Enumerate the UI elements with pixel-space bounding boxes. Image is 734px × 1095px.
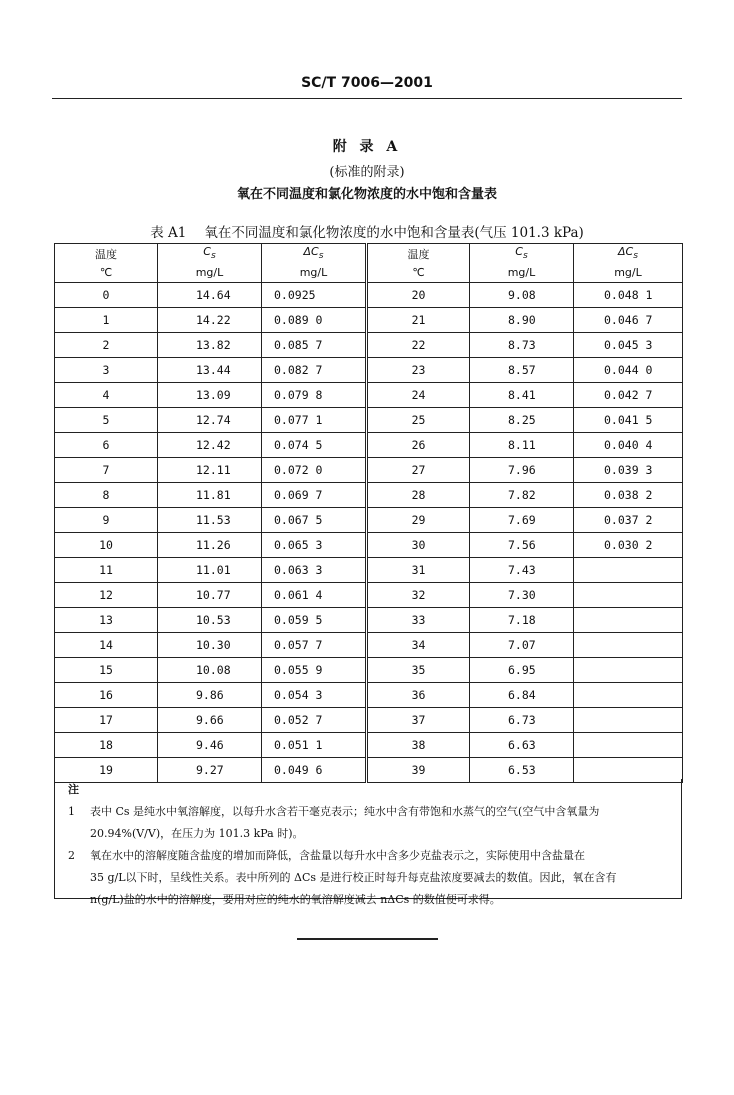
col-header-cs-symbol: C xyxy=(203,245,211,259)
table-cell: 0.044 0 xyxy=(574,358,683,383)
note-number: 1 xyxy=(68,805,75,818)
table-cell: 37 xyxy=(367,708,470,733)
table-row xyxy=(55,733,683,758)
table-cell: 0.059 5 xyxy=(262,608,367,633)
table-cell: 6.95 xyxy=(470,658,574,683)
table-cell: 33 xyxy=(367,608,470,633)
table-cell: 0.046 7 xyxy=(574,308,683,333)
oxygen-saturation-table xyxy=(54,243,683,783)
table-cell: 9.27 xyxy=(158,758,262,783)
notes-label: 注 xyxy=(68,783,79,796)
table-cell: 11 xyxy=(55,558,158,583)
table-cell: 29 xyxy=(367,508,470,533)
table-cell: 6.53 xyxy=(470,758,574,783)
table-cell: 7 xyxy=(55,458,158,483)
unit-temp-2: ℃ xyxy=(367,263,470,283)
table-cell: 8.90 xyxy=(470,308,574,333)
table-cell: 0.042 7 xyxy=(574,383,683,408)
table-row xyxy=(55,608,683,633)
table-row xyxy=(55,433,683,458)
table-notes xyxy=(54,779,682,906)
table-row xyxy=(55,283,683,308)
col-header-temp: 温度 xyxy=(55,244,158,264)
table-row xyxy=(55,658,683,683)
col-header-cs-subscript: s xyxy=(210,250,216,262)
table-cell xyxy=(574,633,683,658)
table-cell: 14.22 xyxy=(158,308,262,333)
table-row xyxy=(55,458,683,483)
table-cell: 10.08 xyxy=(158,658,262,683)
table-cell: 0.061 4 xyxy=(262,583,367,608)
table-unit-row xyxy=(55,263,683,283)
table-caption-number: 表 A1 xyxy=(150,225,187,241)
table-row xyxy=(55,358,683,383)
table-cell: 22 xyxy=(367,333,470,358)
table-cell: 11.81 xyxy=(158,483,262,508)
note-line: n(g/L)盐的水中的溶解度，要用对应的纯水的氧溶解度减去 nΔCs 的数值便可求得。 xyxy=(90,893,501,906)
table-cell: 0.069 7 xyxy=(262,483,367,508)
table-cell: 10.53 xyxy=(158,608,262,633)
col-header-temp-2: 温度 xyxy=(367,244,470,264)
table-cell: 13 xyxy=(55,608,158,633)
unit-cs-2: mg/L xyxy=(470,263,574,283)
table-cell: 0.045 3 xyxy=(574,333,683,358)
table-cell: 0.054 3 xyxy=(262,683,367,708)
table-cell: 6.63 xyxy=(470,733,574,758)
table-cell: 0.079 8 xyxy=(262,383,367,408)
col-header-cs xyxy=(158,244,262,264)
table-cell: 0.063 3 xyxy=(262,558,367,583)
note-text xyxy=(90,845,673,911)
table-cell: 0.037 2 xyxy=(574,508,683,533)
table-caption xyxy=(0,221,734,241)
table-cell: 17 xyxy=(55,708,158,733)
table-cell: 12 xyxy=(55,583,158,608)
unit-temp: ℃ xyxy=(55,263,158,283)
table-cell: 7.30 xyxy=(470,583,574,608)
table-cell: 13.44 xyxy=(158,358,262,383)
table-cell: 11.26 xyxy=(158,533,262,558)
table-cell: 28 xyxy=(367,483,470,508)
table-row xyxy=(55,708,683,733)
table-cell: 9 xyxy=(55,508,158,533)
table-cell: 7.56 xyxy=(470,533,574,558)
table-cell: 0.089 0 xyxy=(262,308,367,333)
table-cell: 14.64 xyxy=(158,283,262,308)
table-cell: 19 xyxy=(55,758,158,783)
appendix-heading: 氧在不同温度和氯化物浓度的水中饱和含量表 xyxy=(236,187,497,202)
table-cell: 4 xyxy=(55,383,158,408)
table-cell: 7.82 xyxy=(470,483,574,508)
table-caption-text: 氧在不同温度和氯化物浓度的水中饱和含量表(气压 101.3 kPa) xyxy=(204,225,584,241)
table-cell: 8.11 xyxy=(470,433,574,458)
col-header-cs-2 xyxy=(470,244,574,264)
table-cell: 20 xyxy=(367,283,470,308)
table-cell: 39 xyxy=(367,758,470,783)
table-cell: 11.53 xyxy=(158,508,262,533)
table-cell: 13.09 xyxy=(158,383,262,408)
col-header-delta-cs xyxy=(262,244,367,264)
table-cell: 0.030 2 xyxy=(574,533,683,558)
table-row xyxy=(55,533,683,558)
table-cell xyxy=(574,608,683,633)
table-row xyxy=(55,408,683,433)
table-cell: 5 xyxy=(55,408,158,433)
note-line: 35 g/L以下时，呈线性关系。表中所列的 ΔCs 是进行校正时每升每克盐浓度要减去的数值。因此，氧在含有 xyxy=(90,871,617,884)
table-cell: 27 xyxy=(367,458,470,483)
table-cell: 0.074 5 xyxy=(262,433,367,458)
table-cell: 0.055 9 xyxy=(262,658,367,683)
table-cell: 0.077 1 xyxy=(262,408,367,433)
table-cell xyxy=(574,683,683,708)
table-cell: 32 xyxy=(367,583,470,608)
table-cell: 25 xyxy=(367,408,470,433)
note-item-1 xyxy=(68,801,673,845)
table-cell: 10.30 xyxy=(158,633,262,658)
table-cell: 9.46 xyxy=(158,733,262,758)
table-row xyxy=(55,583,683,608)
unit-cs: mg/L xyxy=(158,263,262,283)
table-row xyxy=(55,383,683,408)
table-cell: 35 xyxy=(367,658,470,683)
table-cell: 16 xyxy=(55,683,158,708)
table-cell xyxy=(574,733,683,758)
table-cell: 8.73 xyxy=(470,333,574,358)
table-cell: 30 xyxy=(367,533,470,558)
table-cell: 0.048 1 xyxy=(574,283,683,308)
note-number: 2 xyxy=(68,849,75,862)
footer-rule xyxy=(297,938,438,940)
table-row xyxy=(55,508,683,533)
table-cell: 0.049 6 xyxy=(262,758,367,783)
table-cell: 6 xyxy=(55,433,158,458)
table-cell: 3 xyxy=(55,358,158,383)
table-cell: 0.051 1 xyxy=(262,733,367,758)
table-cell: 21 xyxy=(367,308,470,333)
table-cell: 36 xyxy=(367,683,470,708)
table-cell: 23 xyxy=(367,358,470,383)
table-cell: 26 xyxy=(367,433,470,458)
table-cell: 7.07 xyxy=(470,633,574,658)
table-cell: 9.66 xyxy=(158,708,262,733)
table-cell: 24 xyxy=(367,383,470,408)
table-row xyxy=(55,633,683,658)
table-cell: 8.57 xyxy=(470,358,574,383)
table-cell: 0.067 5 xyxy=(262,508,367,533)
note-item-2 xyxy=(68,845,673,911)
table-cell: 1 xyxy=(55,308,158,333)
table-cell: 8.25 xyxy=(470,408,574,433)
note-line: 20.94%(V/V)，在压力为 101.3 kPa 时)。 xyxy=(90,827,304,840)
col-header-delta-cs-2-subscript: s xyxy=(633,250,638,262)
note-line: 氧在水中的溶解度随含盐度的增加而降低，含盐量以每升水中含多少克盐表示之，实际使用中含盐量在 xyxy=(90,849,585,862)
table-cell: 31 xyxy=(367,558,470,583)
table-cell: 9.86 xyxy=(158,683,262,708)
col-header-delta-cs-2-symbol: ΔC xyxy=(618,245,634,259)
table-row xyxy=(55,483,683,508)
table-cell: 0.040 4 xyxy=(574,433,683,458)
table-body xyxy=(55,283,683,783)
table-cell: 34 xyxy=(367,633,470,658)
table-cell: 38 xyxy=(367,733,470,758)
table-row xyxy=(55,333,683,358)
unit-delta-cs-2: mg/L xyxy=(574,263,683,283)
table-cell: 14 xyxy=(55,633,158,658)
table-cell: 10.77 xyxy=(158,583,262,608)
table-cell: 8.41 xyxy=(470,383,574,408)
table-cell: 0.065 3 xyxy=(262,533,367,558)
table-row xyxy=(55,308,683,333)
header-rule xyxy=(52,98,682,99)
table-cell: 0.085 7 xyxy=(262,333,367,358)
col-header-delta-cs-2 xyxy=(574,244,683,264)
table-row xyxy=(55,683,683,708)
table-cell: 10 xyxy=(55,533,158,558)
table-cell: 13.82 xyxy=(158,333,262,358)
table-cell: 0.082 7 xyxy=(262,358,367,383)
table-cell: 8 xyxy=(55,483,158,508)
table-cell: 11.01 xyxy=(158,558,262,583)
note-text xyxy=(90,801,673,845)
table-cell: 0.038 2 xyxy=(574,483,683,508)
table-cell xyxy=(574,558,683,583)
table-cell: 7.96 xyxy=(470,458,574,483)
table-cell: 12.74 xyxy=(158,408,262,433)
table-cell: 6.73 xyxy=(470,708,574,733)
table-cell: 7.69 xyxy=(470,508,574,533)
table-cell: 0.041 5 xyxy=(574,408,683,433)
table-cell: 12.42 xyxy=(158,433,262,458)
col-header-delta-cs-subscript: s xyxy=(318,250,324,262)
appendix-subtitle: (标准的附录) xyxy=(329,165,405,180)
table-cell: 7.43 xyxy=(470,558,574,583)
unit-delta-cs: mg/L xyxy=(262,263,367,283)
table-cell: 0.057 7 xyxy=(262,633,367,658)
table-cell: 9.08 xyxy=(470,283,574,308)
appendix-title: 附 录 A xyxy=(332,139,402,155)
table-cell: 2 xyxy=(55,333,158,358)
table-row xyxy=(55,558,683,583)
document-id: SC/T 7006—2001 xyxy=(301,75,433,91)
table-cell xyxy=(574,658,683,683)
note-line: 表中 Cs 是纯水中氧溶解度，以每升水含若干毫克表示；纯水中含有带饱和水蒸气的空气(空气中含氧量为 xyxy=(90,805,600,818)
col-header-delta-cs-symbol: ΔC xyxy=(303,245,319,259)
table-header-row xyxy=(55,244,683,264)
col-header-cs-2-subscript: s xyxy=(522,250,528,262)
table-cell: 7.18 xyxy=(470,608,574,633)
table-cell xyxy=(574,583,683,608)
table-cell: 12.11 xyxy=(158,458,262,483)
table-cell: 18 xyxy=(55,733,158,758)
col-header-cs-2-symbol: C xyxy=(515,245,523,259)
table-cell: 0.072 0 xyxy=(262,458,367,483)
table-cell: 6.84 xyxy=(470,683,574,708)
table-cell: 0.039 3 xyxy=(574,458,683,483)
table-cell: 0 xyxy=(55,283,158,308)
table-cell: 15 xyxy=(55,658,158,683)
table-cell: 0.0925 xyxy=(262,283,367,308)
table-cell xyxy=(574,708,683,733)
table-cell: 0.052 7 xyxy=(262,708,367,733)
